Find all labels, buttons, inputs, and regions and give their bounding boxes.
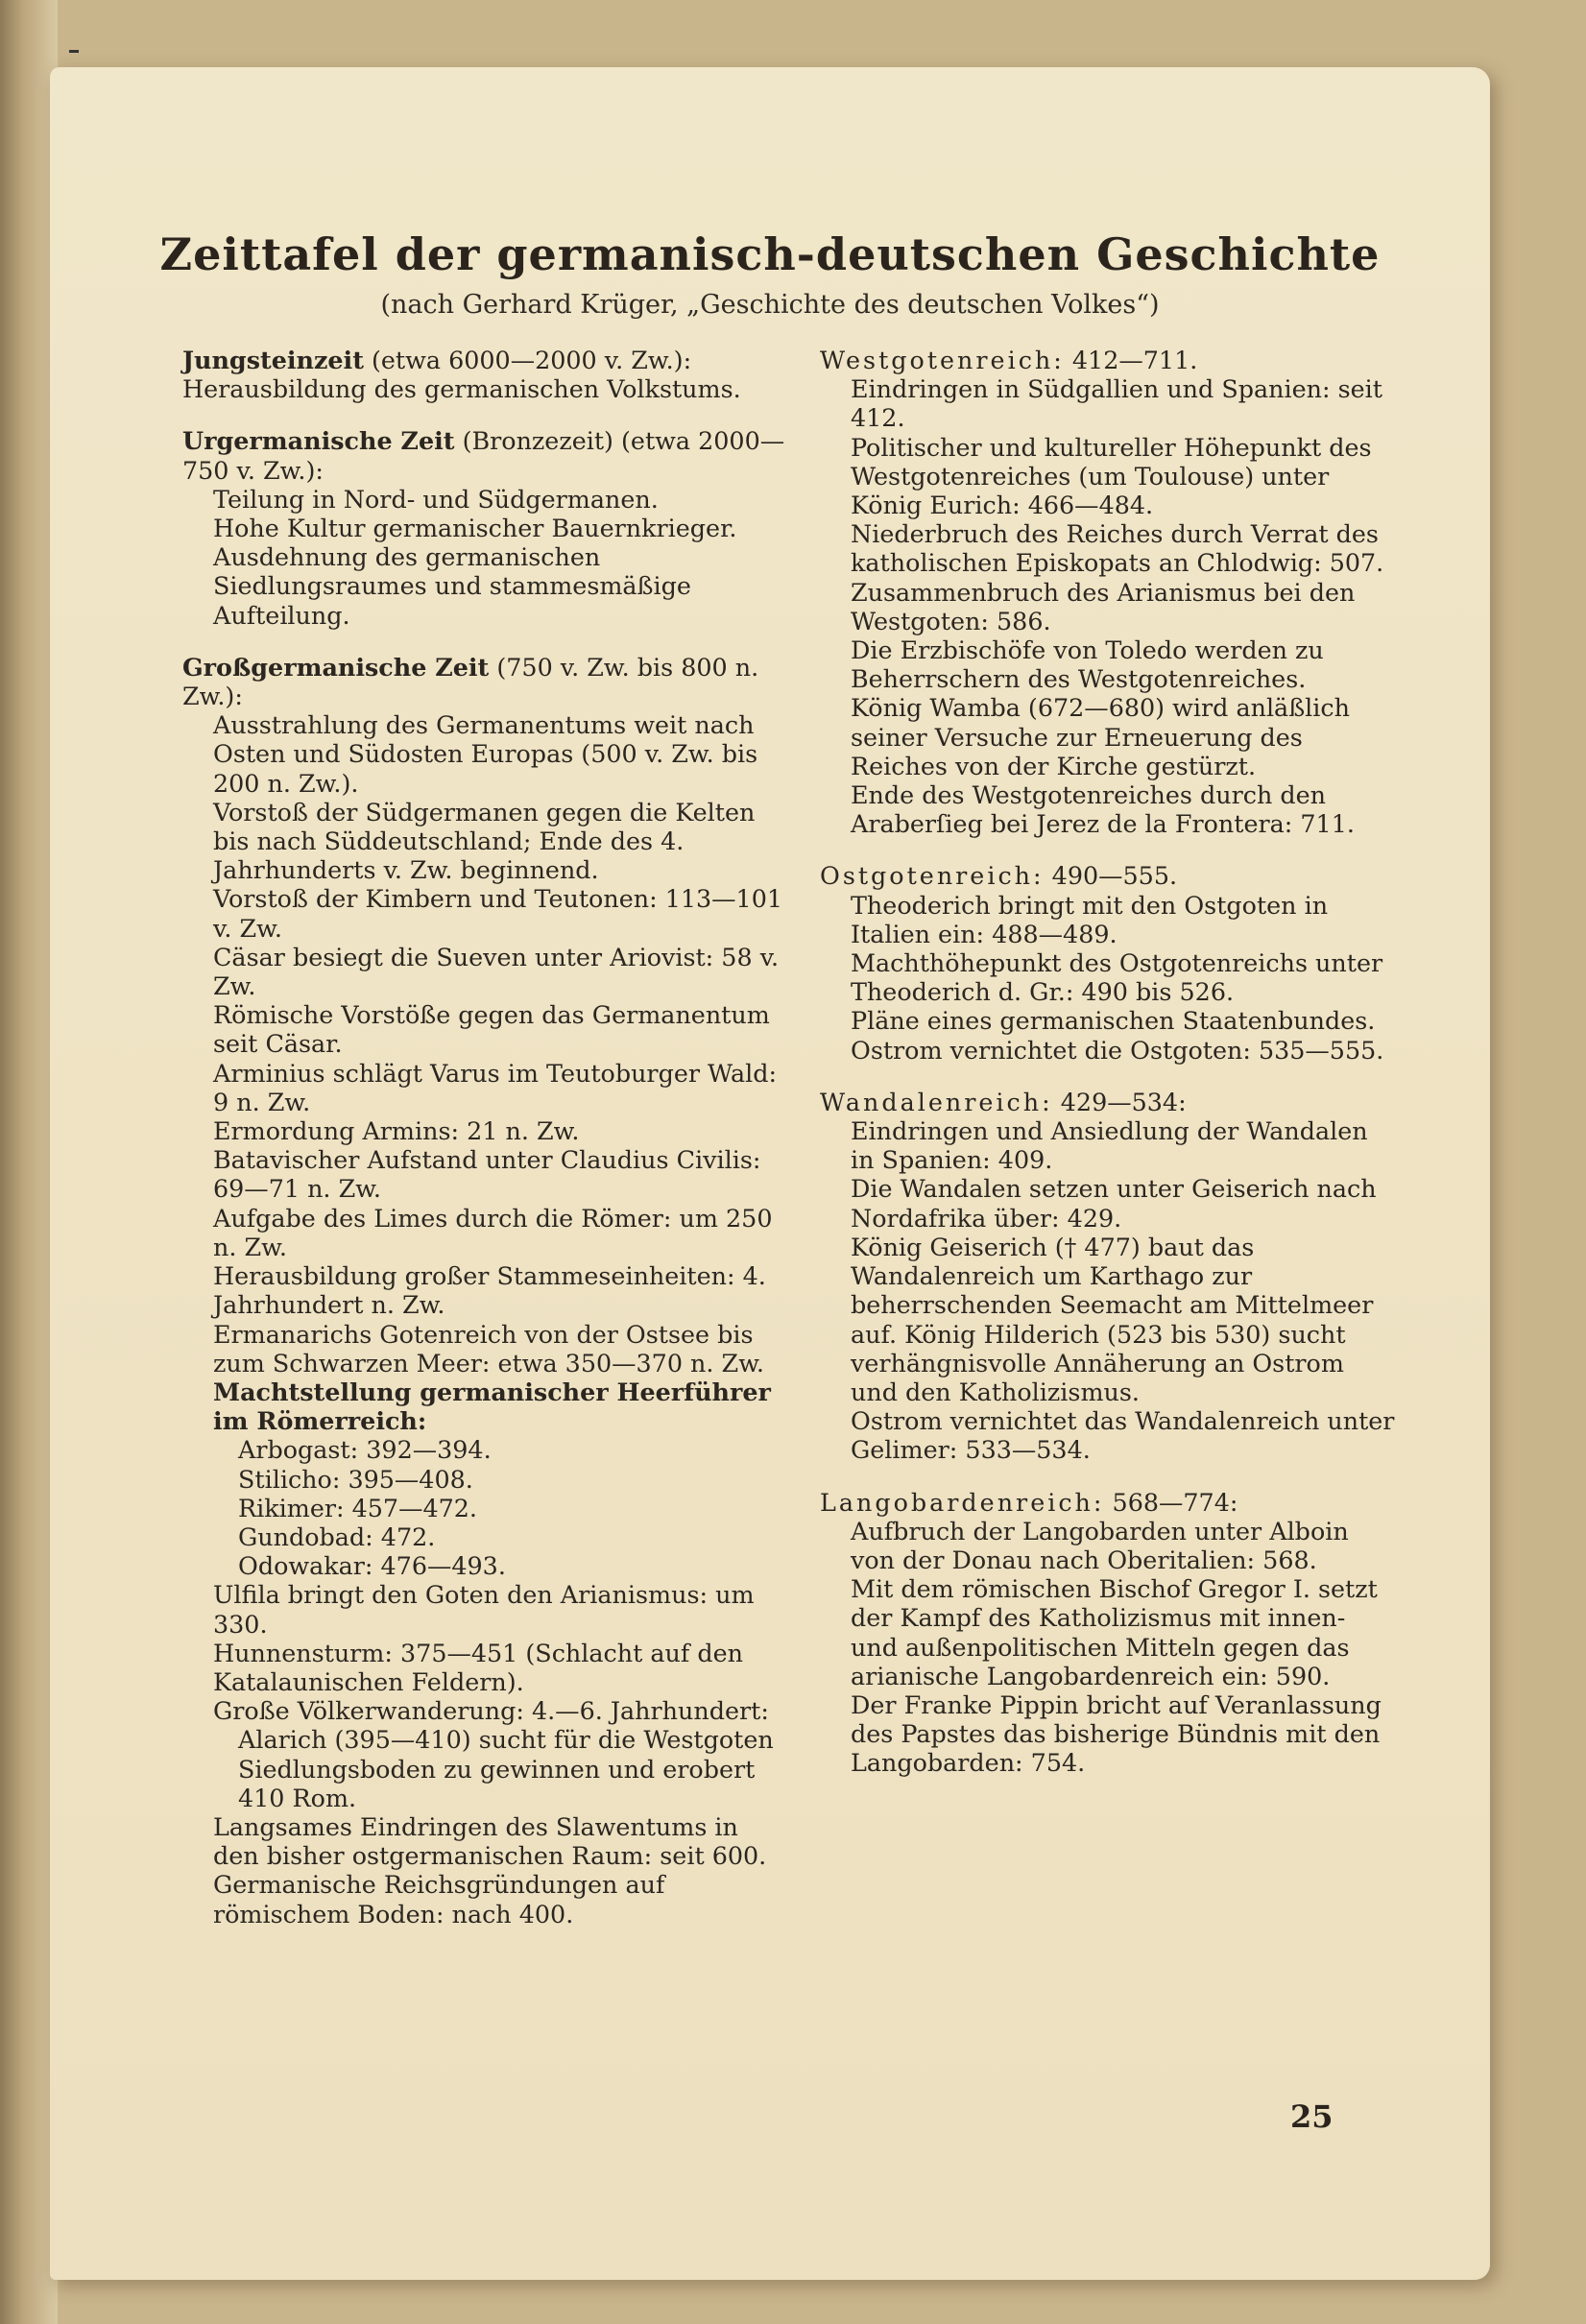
sub-list-item: Arbogast: 392—394. [238, 1435, 492, 1465]
list-item: Ermanarichs Gotenreich von der Ostsee bis zum Schwarzen Meer: etwa 350—370 n. Zw. [213, 1319, 764, 1378]
list-item: Pläne eines germanischen Staatenbundes. [851, 1006, 1376, 1036]
left-column [182, 346, 789, 1952]
entry-dates: 490—555. [1051, 861, 1178, 891]
page-subtitle: (nach Gerhard Krüger, „Geschichte des deutschen Volkes“) [380, 290, 1160, 320]
sub-list-item: Alarich (395—410) sucht für die Westgoten Siedlungsboden zu gewinnen und erobert 410 Rom. [238, 1725, 774, 1812]
list-item: Cäsar besiegt die Sueven unter Ariovist: 58 v. Zw. [213, 942, 780, 1001]
list-item: Niederbruch des Reiches durch Verrat des katholischen Episkopats an Chlodwig: 507. [851, 519, 1384, 578]
entry-ostgotenreich [820, 861, 1398, 1064]
list-item: König Geiserich († 477) baut das Wandalenreich um Karthago zur beherrschenden Seemacht am Mittelmeer auf. König Hilderich (523 bis 530) sucht verhängnisvolle Annäherung an Ostrom und den Katholizismus. [851, 1232, 1374, 1406]
list-item: Eindringen in Südgallien und Spanien: seit 412. [851, 374, 1382, 433]
entry-heading: Großgermanische Zeit [182, 652, 490, 682]
entry-urgermanische-zeit [182, 426, 789, 629]
list-item: Aufgabe des Limes durch die Römer: um 250 n. Zw. [213, 1203, 773, 1261]
entry-dates: (Bronzezeit) (etwa 2000—750 v. Zw.): [182, 426, 785, 485]
list-item: Arminius schlägt Varus im Teutoburger Wald: 9 n. Zw. [213, 1058, 778, 1116]
list-item: Mit dem römischen Bischof Gregor I. setzt der Kampf des Katholizismus mit innen- und außenpolitischen Mitteln gegen das arianische Langobardenreich ein: 590. [851, 1574, 1378, 1690]
entry-grossgermanische-zeit [182, 653, 789, 1929]
right-column [820, 346, 1398, 1801]
list-item: Hunnensturm: 375—451 (Schlacht auf den Katalaunischen Feldern). [213, 1638, 743, 1696]
facing-page-edge [0, 0, 58, 2324]
sub-list-item: Odowakar: 476—493. [238, 1551, 506, 1581]
entry-text: Herausbildung des germanischen Volkstums. [182, 374, 741, 404]
list-item: Langsames Eindringen des Slawentums in den bisher ostgermanischen Raum: seit 600. [213, 1811, 767, 1871]
list-item: Ausstrahlung des Germanentums weit nach Osten und Südosten Europas (500 v. Zw. bis 200 n. Zw.). [213, 710, 758, 798]
entry-dates: (750 v. Zw. bis 800 n. Zw.): [182, 652, 759, 711]
list-item: Ostrom vernichtet das Wandalenreich unter Gelimer: 533—534. [851, 1406, 1395, 1465]
entry-heading: Ostgotenreich: [820, 861, 1045, 891]
entry-jungsteinzeit [182, 346, 789, 403]
sub-list-item: Stilicho: 395—408. [238, 1464, 473, 1494]
page-title: Zeittafel der germanisch-deutschen Geschichte [159, 228, 1381, 280]
list-item: Ulfila bringt den Goten den Arianismus: um 330. [213, 1580, 755, 1639]
list-item: Herausbildung großer Stammeseinheiten: 4. Jahrhundert n. Zw. [213, 1261, 766, 1320]
list-item: Ausdehnung des germanischen Siedlungsraumes und stammesmäßige Aufteilung. [213, 542, 691, 630]
sub-list-item: Gundobad: 472. [238, 1521, 436, 1551]
list-item: Vorstoß der Kimbern und Teutonen: 113—101 v. Zw. [213, 884, 783, 943]
entry-heading: Wandalenreich: [820, 1087, 1053, 1116]
entry-dates: 568—774: [1112, 1487, 1238, 1517]
list-item: Ostrom vernichtet die Ostgoten: 535—555. [851, 1035, 1384, 1065]
entry-heading: Westgotenreich: [820, 346, 1065, 374]
list-item: Zusammenbruch des Arianismus bei den Westgoten: 586. [851, 577, 1356, 635]
list-item: Ende des Westgotenreiches durch den Araberſieg bei Jerez de la Frontera: 711. [851, 780, 1355, 839]
list-item: Machthöhepunkt des Ostgotenreichs unter Theoderich d. Gr.: 490 bis 526. [851, 948, 1383, 1007]
scan-mark [69, 50, 79, 53]
list-item: Hohe Kultur germanischer Bauernkrieger. [213, 514, 737, 543]
entry-langobardenreich [820, 1488, 1398, 1778]
list-item: Politischer und kultureller Höhepunkt des Westgotenreiches (um Toulouse) unter König Eurich: 466—484. [851, 432, 1372, 520]
entry-dates: 429—534: [1060, 1087, 1187, 1116]
list-item: Große Völkerwanderung: 4.—6. Jahrhundert: [213, 1696, 769, 1726]
list-item: Aufbruch der Langobarden unter Alboin von der Donau nach Oberitalien: 568. [851, 1516, 1349, 1574]
list-item: Germanische Reichsgründungen auf römischem Boden: nach 400. [213, 1870, 665, 1929]
entry-dates: 412—711. [1071, 346, 1198, 374]
list-item: Der Franke Pippin bricht auf Veranlassung des Papstes das bisherige Bündnis mit den Langobarden: 754. [851, 1689, 1382, 1778]
entry-heading: Langobardenreich: [820, 1487, 1105, 1517]
list-item: Die Wandalen setzen unter Geiserich nach Nordafrika über: 429. [851, 1174, 1377, 1233]
sub-list-item: Rikimer: 457—472. [238, 1493, 477, 1522]
entry-dates: (etwa 6000—2000 v. Zw.): [372, 346, 692, 374]
list-item: Teilung in Nord- und Südgermanen. [213, 484, 659, 514]
entry-heading: Urgermanische Zeit [182, 426, 455, 456]
page-number: 25 [1290, 2098, 1334, 2135]
book-page [50, 67, 1490, 2280]
list-item: König Wamba (672—680) wird anläßlich seiner Versuche zur Erneuerung des Reiches von der Kirche gestürzt. [851, 693, 1350, 780]
list-item: Vorstoß der Südgermanen gegen die Kelten bis nach Süddeutschland; Ende des 4. Jahrhunderts v. Zw. beginnend. [213, 797, 756, 885]
list-item: Machtstellung germanischer Heerführer im Römerreich: [213, 1377, 771, 1436]
entry-westgotenreich [820, 346, 1398, 838]
list-item: Römische Vorstöße gegen das Germanentum seit Cäsar. [213, 1000, 770, 1059]
list-item: Die Erzbischöfe von Toledo werden zu Beherrschern des Westgotenreiches. [851, 635, 1324, 694]
list-item: Theoderich bringt mit den Ostgoten in Italien ein: 488—489. [851, 890, 1329, 948]
list-item: Batavischer Aufstand unter Claudius Civilis: 69—71 n. Zw. [213, 1145, 761, 1204]
list-item: Eindringen und Ansiedlung der Wandalen in Spanien: 409. [851, 1116, 1368, 1175]
list-item: Ermordung Armins: 21 n. Zw. [213, 1116, 580, 1146]
entry-heading: Jungsteinzeit [182, 346, 364, 374]
entry-wandalenreich [820, 1088, 1398, 1465]
